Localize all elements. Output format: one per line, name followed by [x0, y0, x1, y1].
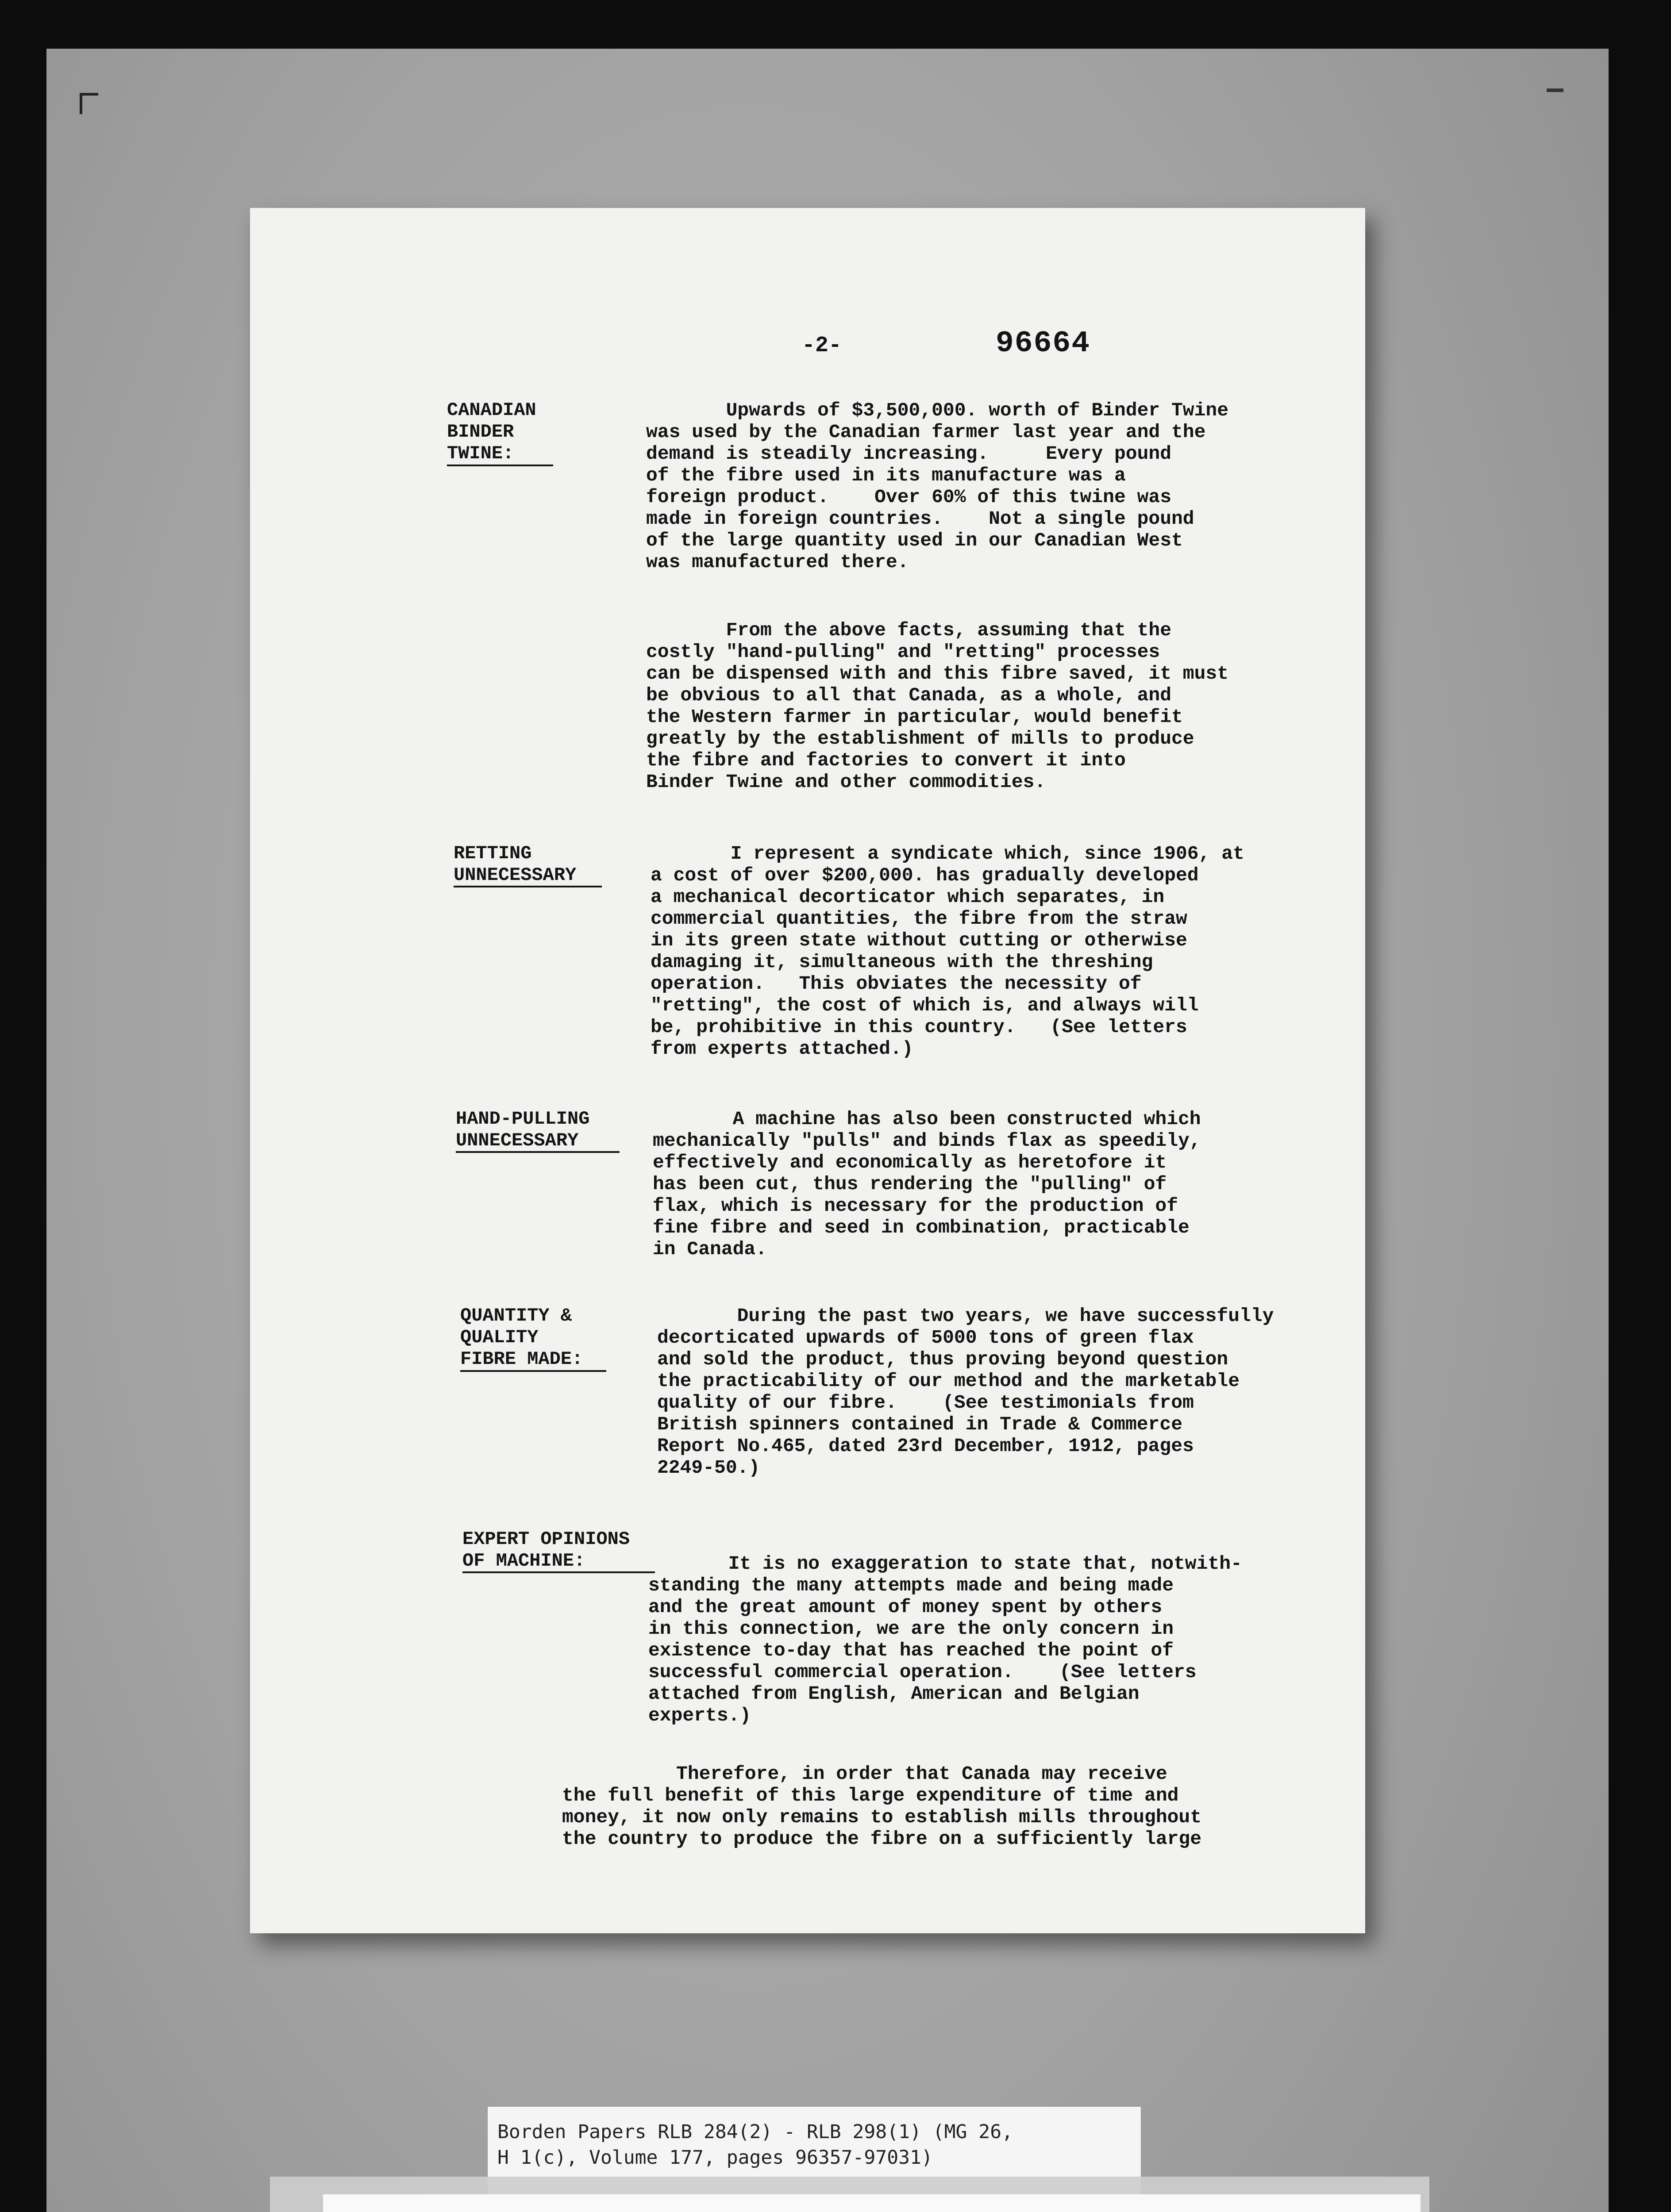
document-reference-number: 96664 [996, 326, 1091, 361]
section-body: From the above facts, assuming that the costly "hand-pulling" and "retting" processes can be dispensed with and this fibre saved, it must be obvious to all that Canada, as a whole, and the Western farmer in particular, would benefit greatly by the establishment of mills to produce the fibre and factories to convert it into Binder Twine and other commodities. [646, 619, 1229, 793]
section-label: EXPERT OPINIONS OF MACHINE: [462, 1528, 630, 1571]
section-label: HAND-PULLING UNNECESSARY [456, 1108, 590, 1151]
public-archives-card [323, 2194, 1421, 2212]
section-body: It is no exaggeration to state that, notwith- standing the many attempts made and being made and the great amount of money spent by others in this connection, we are the only concern in existence to-day that has reached the point of successful commercial operation. (See letters attached from English, American and Belgian experts.) [648, 1553, 1242, 1726]
section-label: QUANTITY & QUALITY FIBRE MADE: [460, 1305, 583, 1370]
label-underline [462, 1571, 655, 1573]
label-underline [447, 465, 553, 466]
section-label: RETTING UNNECESSARY [454, 843, 577, 886]
page-number: -2- [802, 333, 842, 358]
document-page [250, 208, 1365, 1933]
section-body: During the past two years, we have successfully decorticated upwards of 5000 tons of green flax and sold the product, thus proving beyond question the practicability of our method and the marketable quality of our fibre. (See testimonials from British spinners contained in Trade & Commerce Report No.465, dated 23rd December, 1912, pages 2249-50.) [657, 1305, 1274, 1479]
section-body: Therefore, in order that Canada may receive the full benefit of this large expenditure of time and money, it now only remains to establish mills throughout the country to produce the fibre on a sufficiently large [562, 1763, 1202, 1850]
section-body: A machine has also been constructed which mechanically "pulls" and binds flax as speedily, effectively and economically as heretofore it has been cut, thus rendering the "pulling" of flax, which is necessary for the production of fine fibre and seed in combination, practicable in Canada. [653, 1108, 1201, 1260]
archive-reference-label: Borden Papers RLB 284(2) - RLB 298(1) (MG 26, H 1(c), Volume 177, pages 96357-97031) [487, 2106, 1142, 2199]
section-body: I represent a syndicate which, since 1906, at a cost of over $200,000. has gradually developed a mechanical decorticator which separates, in commercial quantities, the fibre from the straw in its green state without cutting or otherwise damaging it, simultaneous with the threshing operation. This obviates the necessity of "retting", the cost of which is, and always will be, prohibitive in this country. (See letters from experts attached.) [651, 843, 1244, 1060]
label-underline [456, 1151, 620, 1153]
corner-crop-mark [80, 93, 98, 114]
label-underline [454, 886, 602, 887]
label-underline [460, 1370, 606, 1372]
section-body: Upwards of $3,500,000. worth of Binder Twine was used by the Canadian farmer last year and the demand is steadily increasing. Every pound of the fibre used in its manufacture was a foreign product. Over 60% of this twine was made in foreign countries. Not a single pound of the large quantity used in our Canadian West was manufactured there. [646, 399, 1229, 573]
section-label: CANADIAN BINDER TWINE: [447, 399, 536, 464]
frame-tick-mark [1547, 88, 1563, 92]
